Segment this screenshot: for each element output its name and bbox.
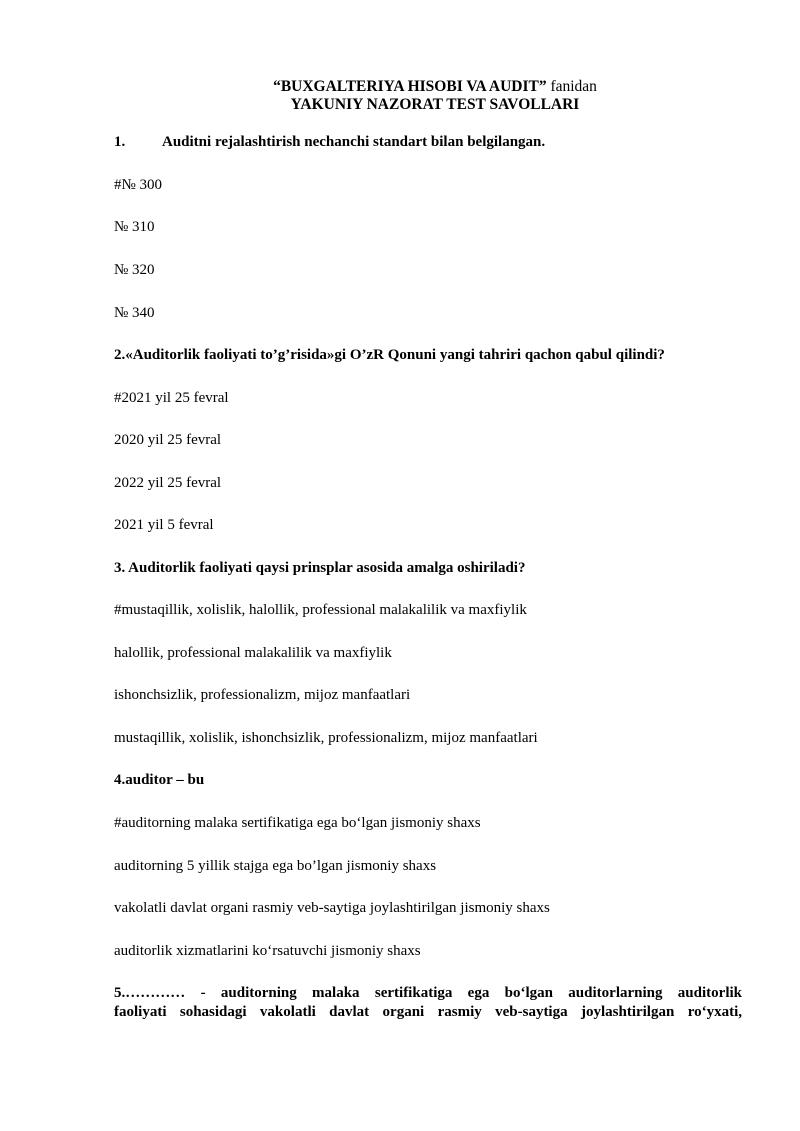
answer-option: ishonchsizlik, professionalizm, mijoz manfaatlari — [114, 687, 411, 703]
document-title — [35, 78, 800, 96]
answer-option: #№ 300 — [114, 177, 163, 193]
document-subtitle: YAKUNIY NAZORAT TEST SAVOLLARI — [290, 96, 580, 113]
question-text: Auditorlik faoliyati qaysi prinsplar asosida amalga oshiriladi? — [125, 560, 526, 576]
question-5-line-2: faoliyati sohasidagi vakolatli davlat organi rasmiy veb-saytiga joylashtirilgan roʻyxati, — [114, 1004, 742, 1020]
question-text: auditor – bu — [125, 772, 205, 788]
question-number: 4. — [114, 772, 126, 788]
answer-option: #auditorning malaka sertifikatiga ega boʻlgan jismoniy shaxs — [114, 815, 481, 831]
question-number: 1. — [114, 134, 126, 150]
question-text: «Auditorlik faoliyati to’g’risida»gi O’zR Qonuni yangi tahriri qachon qabul qilindi? — [125, 347, 665, 363]
question-5 — [114, 984, 742, 1022]
question-2 — [114, 346, 665, 364]
question-4 — [114, 771, 204, 789]
answer-option: № 310 — [114, 219, 155, 235]
answer-option: № 320 — [114, 262, 155, 278]
answer-option: #2021 yil 25 fevral — [114, 390, 229, 406]
question-text: Auditni rejalashtirish nechanchi standart bilan belgilangan. — [162, 134, 546, 150]
subject-name: “BUXGALTERIYA HISOBI VA AUDIT” — [273, 78, 547, 95]
subject-suffix: fanidan — [546, 78, 597, 95]
question-3 — [114, 559, 525, 577]
answer-option: auditorning 5 yillik stajga ega bo’lgan jismoniy shaxs — [114, 858, 437, 874]
answer-option: #mustaqillik, xolislik, halollik, professional malakalilik va maxfiylik — [114, 602, 527, 618]
answer-option: 2020 yil 25 fevral — [114, 432, 222, 448]
question-text: ………… - auditorning malaka sertifikatiga ega boʻlgan auditorlarning auditorlik — [125, 985, 742, 1001]
answer-option: 2022 yil 25 fevral — [114, 475, 222, 491]
question-5-line-1 — [114, 984, 742, 1003]
question-number: 3. — [114, 560, 126, 576]
answer-option: mustaqillik, xolislik, ishonchsizlik, professionalizm, mijoz manfaatlari — [114, 730, 538, 746]
answer-option: halollik, professional malakalilik va maxfiylik — [114, 645, 392, 661]
question-1 — [114, 133, 545, 151]
answer-option: vakolatli davlat organi rasmiy veb-saytiga joylashtirilgan jismoniy shaxs — [114, 900, 550, 916]
answer-option: 2021 yil 5 fevral — [114, 517, 214, 533]
answer-option: auditorlik xizmatlarini koʻrsatuvchi jismoniy shaxs — [114, 943, 421, 959]
question-number: 2. — [114, 347, 126, 363]
answer-option: № 340 — [114, 305, 155, 321]
question-number: 5. — [114, 985, 126, 1001]
